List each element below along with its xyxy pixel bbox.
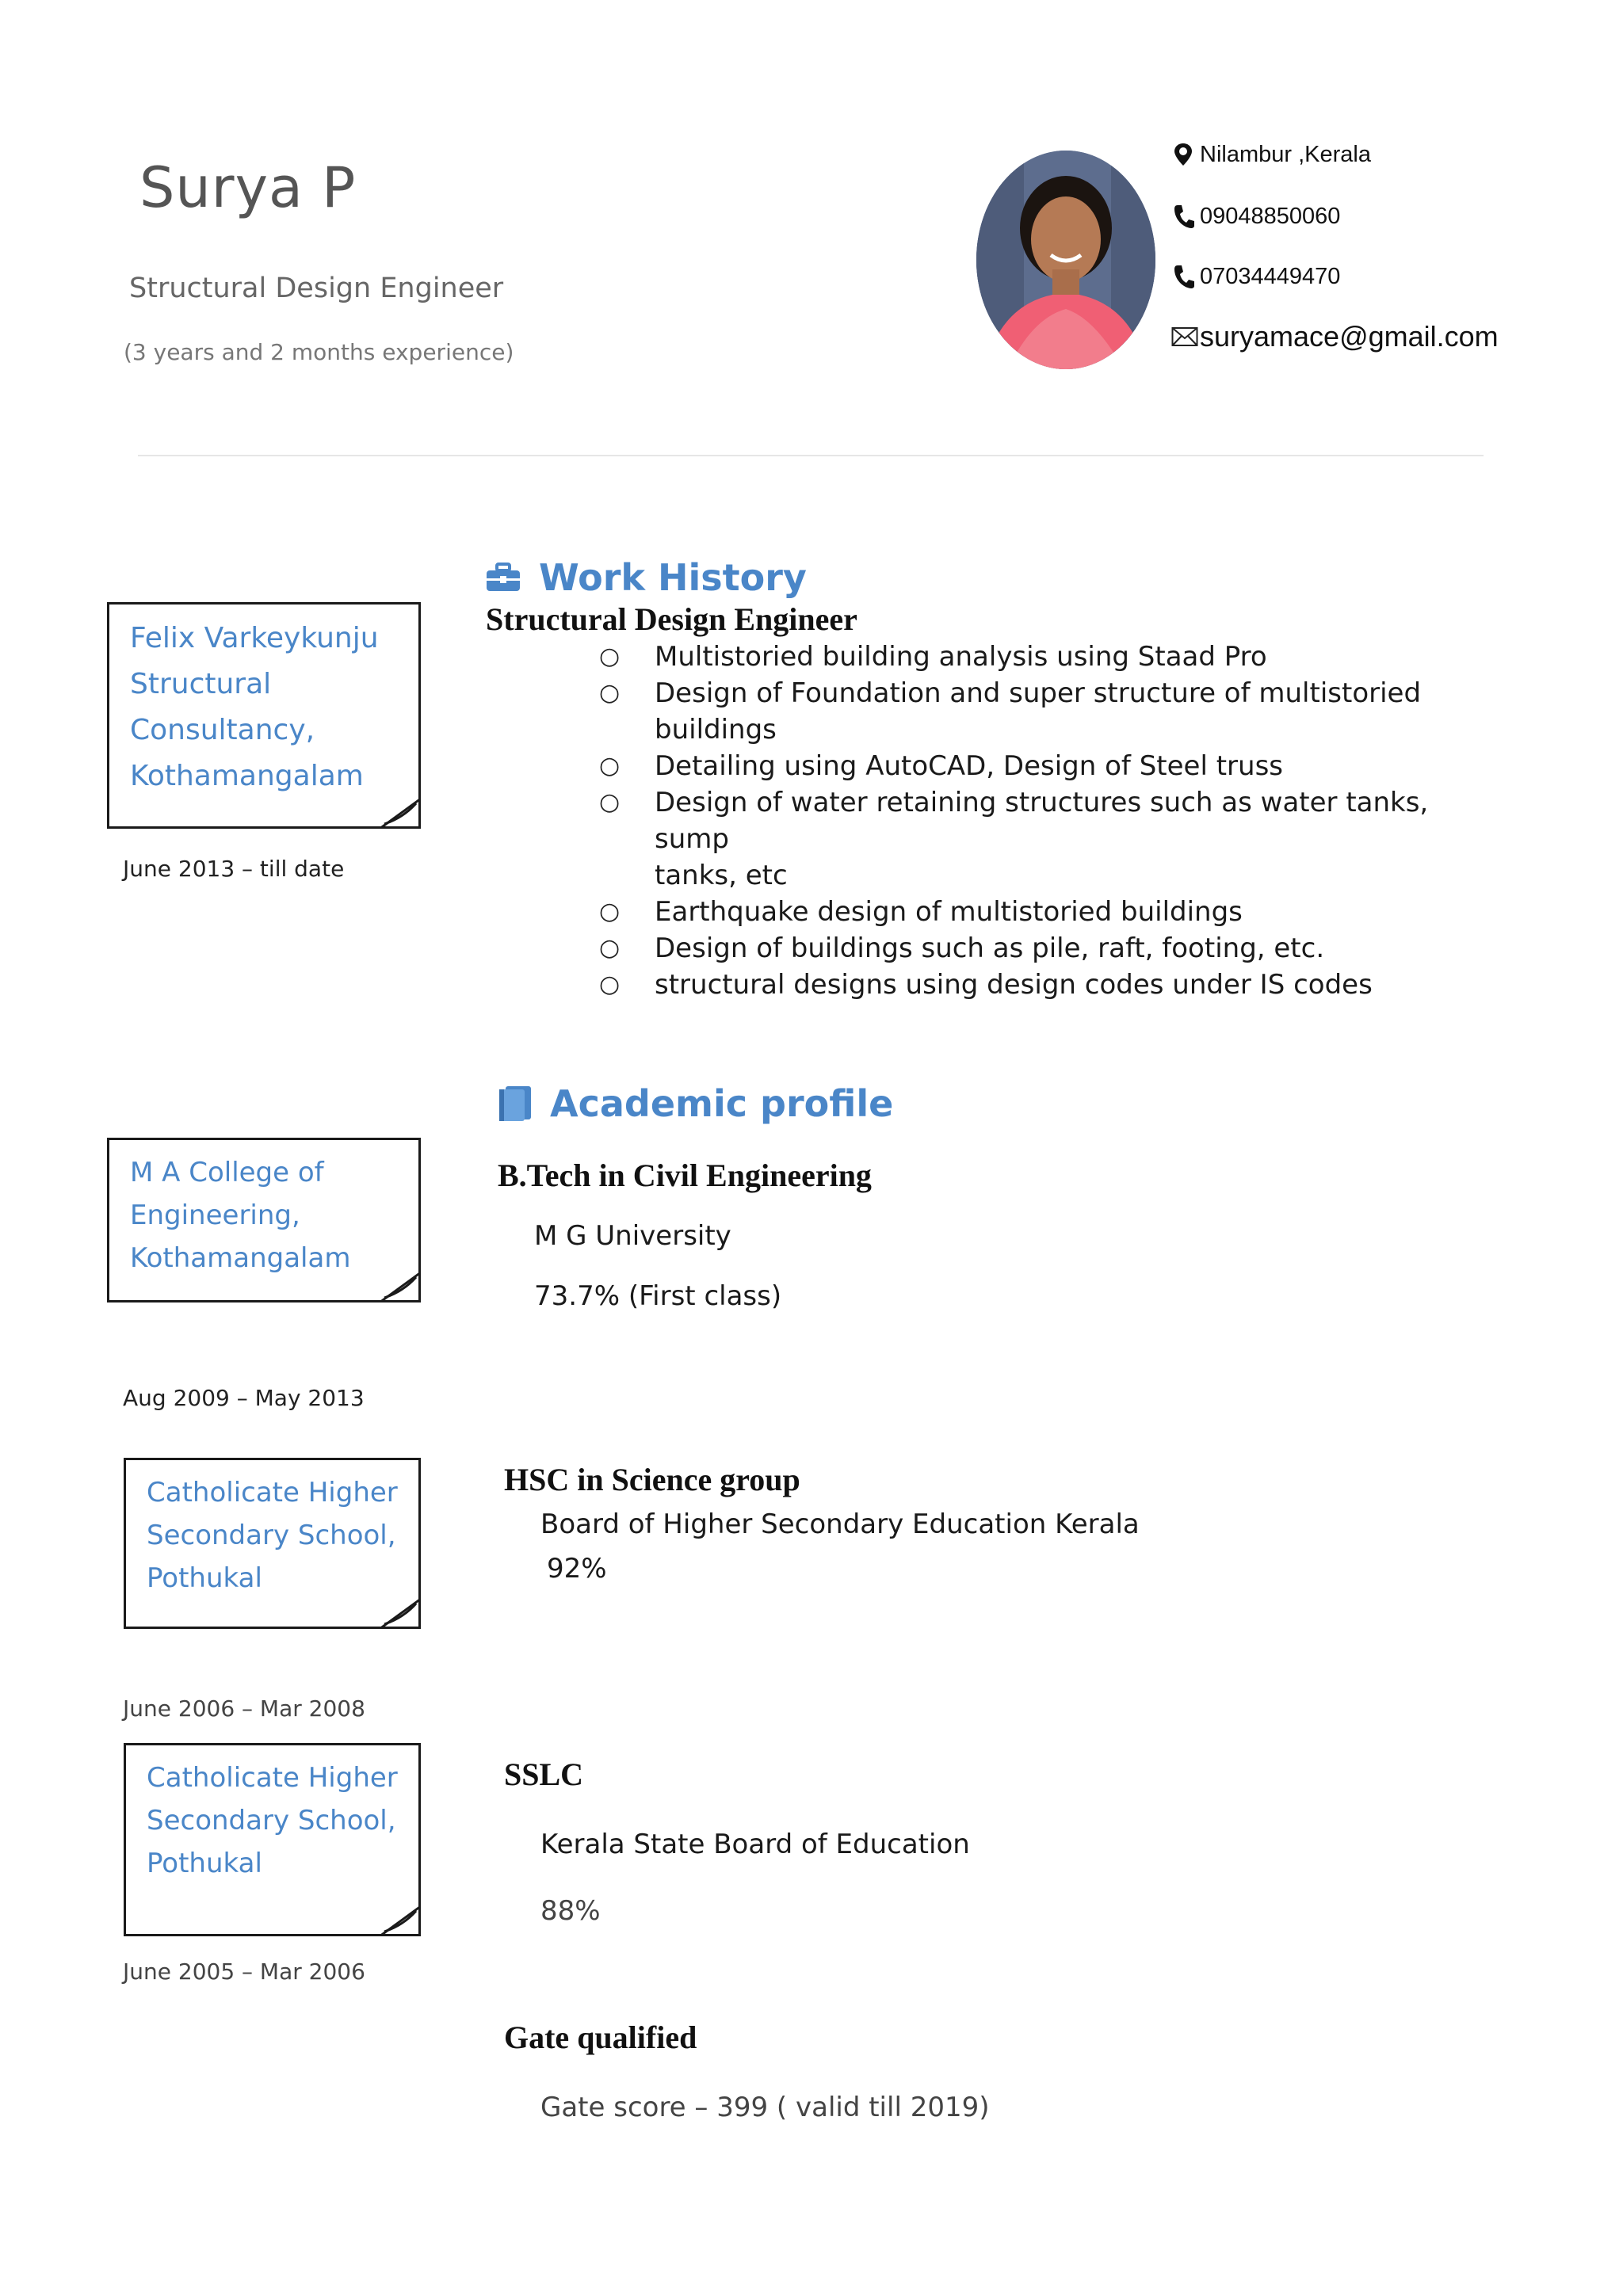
bullet-icon: ○ [599,934,621,962]
employer-line: Felix Varkeykunju [130,622,379,654]
academic-heading [498,1082,893,1125]
qualification-title: SSLC [504,1756,584,1792]
bullet-icon: ○ [599,971,621,998]
institution-card [124,1743,421,1936]
duties-list [599,639,1495,1003]
gate-title: Gate qualified [504,2019,697,2055]
bullet-icon: ○ [599,679,621,707]
qualification-score: 73.7% (First class) [534,1280,782,1312]
bullet-icon: ○ [599,752,621,780]
location-text: Nilambur ,Kerala [1200,141,1371,167]
duty-item [599,639,1495,675]
duty-text: Design of water retaining structures such as water tanks, sump [655,787,1429,855]
institution-line: Catholicate Higher [147,1762,398,1794]
phone-2-text[interactable]: 07034449470 [1200,263,1341,289]
qualification-board: Board of Higher Secondary Education Kerala [540,1508,1140,1540]
email-text[interactable]: suryamace@gmail.com [1200,320,1499,353]
study-period: June 2005 – Mar 2006 [123,1958,365,1985]
institution-line: Pothukal [147,1848,262,1879]
job-title: Structural Design Engineer [486,601,857,637]
phone-icon [1171,203,1195,230]
institution-line: Secondary School, [147,1805,396,1836]
qualification-board: Kerala State Board of Education [540,1829,970,1860]
duty-item-continuation [599,857,1495,894]
institution-card [124,1458,421,1629]
experience-summary: (3 years and 2 months experience) [124,339,514,365]
header-divider [138,455,1484,456]
gate-detail: Gate score – 399 ( valid till 2019) [540,2092,990,2123]
duty-text: Detailing using AutoCAD, Design of Steel truss [655,750,1283,782]
contact-phone-1 [1171,203,1340,230]
location-pin-icon [1171,141,1195,168]
page-fold-icon [380,1272,421,1302]
duty-text: structural designs using design codes under IS codes [655,969,1373,1001]
employer-line: Kothamangalam [130,760,364,792]
study-period: Aug 2009 – May 2013 [123,1385,365,1411]
job-role: Structural Design Engineer [129,273,504,304]
duty-text: Earthquake design of multistoried buildings [655,896,1243,928]
institution-line: Kothamangalam [130,1242,351,1274]
profile-photo [976,151,1155,369]
bullet-icon: ○ [599,788,621,816]
phone-1-text[interactable]: 09048850060 [1200,203,1341,229]
qualification-board: M G University [534,1220,731,1252]
bullet-icon: ○ [599,898,621,925]
qualification-title: B.Tech in Civil Engineering [498,1158,872,1193]
contact-email [1171,320,1499,353]
book-icon [498,1085,533,1123]
phone-icon [1171,263,1195,290]
institution-line: Secondary School, [147,1520,396,1551]
institution-line: Engineering, [130,1199,300,1231]
duty-item [599,784,1495,857]
academic-title: Academic profile [550,1082,894,1125]
duty-item [599,930,1495,967]
contact-phone-2 [1171,263,1340,290]
page-fold-icon [380,1906,421,1936]
qualification-score: 88% [540,1895,601,1927]
institution-card [107,1138,421,1302]
contact-location [1171,141,1371,168]
work-history-heading [485,556,807,599]
duty-text: Design of Foundation and super structure of multistoried buildings [655,677,1422,746]
employer-card [107,602,421,829]
page-fold-icon [380,1599,421,1629]
work-history-title: Work History [539,556,807,599]
page-fold-icon [380,799,421,829]
duty-text: Multistoried building analysis using Staad Pro [655,641,1267,673]
qualification-score: 92% [547,1553,607,1585]
qualification-title: HSC in Science group [504,1462,800,1497]
institution-line: M A College of [130,1157,324,1188]
duty-item [599,748,1495,784]
duty-item [599,675,1495,748]
briefcase-icon [485,563,521,593]
institution-line: Pothukal [147,1562,262,1594]
duty-text: Design of buildings such as pile, raft, footing, etc. [655,933,1325,964]
duty-item [599,894,1495,930]
study-period: June 2006 – Mar 2008 [123,1695,365,1722]
candidate-name: Surya P [139,155,357,220]
duty-text: tanks, etc [655,860,788,891]
institution-line: Catholicate Higher [147,1477,398,1508]
employment-period: June 2013 – till date [123,856,345,882]
employer-line: Consultancy, [130,714,315,746]
employer-line: Structural [130,668,272,700]
bullet-icon: ○ [599,643,621,670]
envelope-icon [1171,326,1198,347]
duty-item [599,967,1495,1003]
